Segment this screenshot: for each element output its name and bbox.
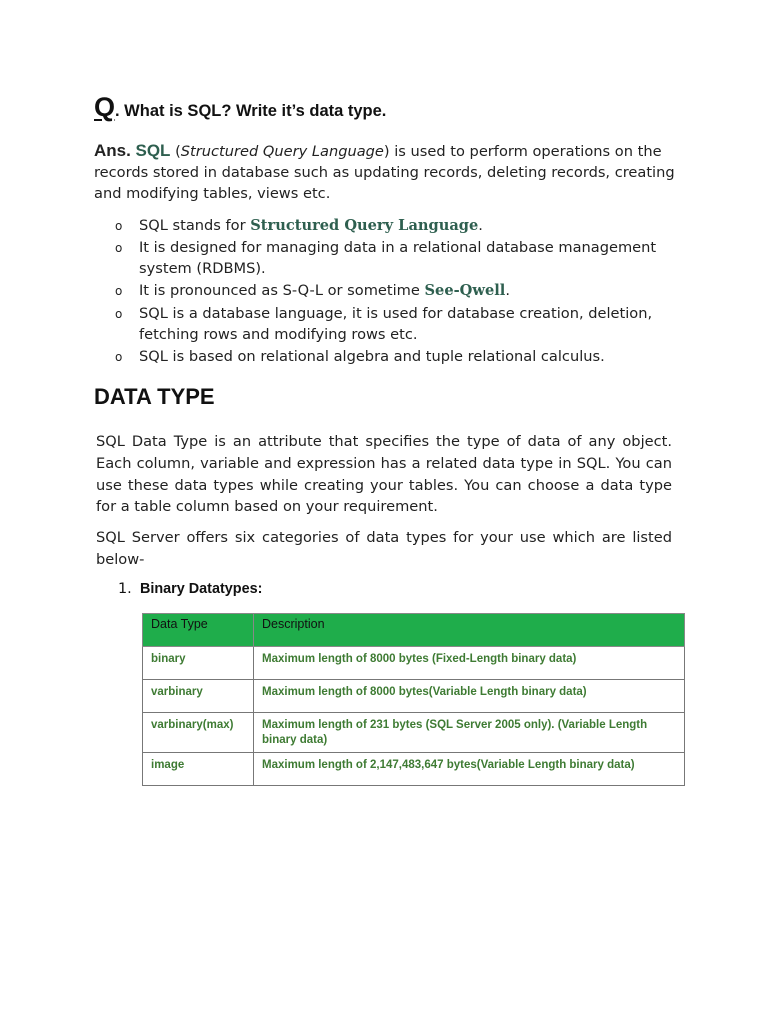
bullet-text: SQL is a database language, it is used for database creation, deletion, fetching rows and modifying rows etc. bbox=[139, 304, 653, 343]
data-type-paragraph: SQL Data Type is an attribute that specifies the type of data of any object. Each column, variable and expression has a related data type in SQL. You can use these data types while creating your tables. You can choose a data type for a table column based on your requirement. bbox=[96, 433, 672, 516]
description-cell: Maximum length of 8000 bytes(Variable Length binary data) bbox=[254, 680, 685, 713]
description-cell: Maximum length of 8000 bytes (Fixed-Length binary data) bbox=[254, 647, 685, 680]
bullet-marker: o bbox=[115, 219, 123, 233]
bullet-text: SQL is based on relational algebra and tuple relational calculus. bbox=[139, 347, 605, 365]
description-cell: Maximum length of 231 bytes (SQL Server 2005 only). (Variable Length binary data) bbox=[254, 713, 685, 753]
bullet-marker: o bbox=[115, 284, 123, 299]
bullet-marker: o bbox=[115, 349, 123, 364]
data-type-cell: varbinary bbox=[143, 680, 254, 713]
data-type-cell: image bbox=[143, 753, 254, 786]
answer-open-paren: ( bbox=[170, 143, 181, 160]
description-cell: Maximum length of 2,147,483,647 bytes(Variable Length binary data) bbox=[254, 753, 685, 786]
question-heading bbox=[94, 92, 386, 123]
sql-facts-list bbox=[110, 215, 670, 368]
table-row bbox=[143, 680, 685, 713]
answer-text: ) is used to perform operations on the records stored in database such as updating records, deleting records, creating and modifying tables, views etc. bbox=[94, 143, 675, 202]
bullet-text-end: . bbox=[478, 217, 483, 234]
table-row bbox=[143, 753, 685, 786]
column-header-data-type: Data Type bbox=[143, 614, 254, 647]
bullet-marker: o bbox=[115, 306, 123, 321]
sql-term: SQL bbox=[135, 141, 171, 160]
subsection-label: Binary Datatypes: bbox=[140, 581, 263, 597]
bullet-text: It is pronounced as S-Q-L or sometime bbox=[139, 282, 425, 300]
list-item bbox=[110, 237, 670, 279]
list-item bbox=[110, 280, 670, 301]
bullet-marker: o bbox=[115, 241, 123, 256]
answer-label: Ans. bbox=[94, 141, 131, 160]
subsection-number: 1. bbox=[118, 581, 132, 597]
data-type-cell: binary bbox=[143, 647, 254, 680]
list-item bbox=[110, 215, 670, 236]
binary-datatypes-table bbox=[142, 613, 685, 786]
answer-paragraph bbox=[94, 140, 679, 204]
bullet-text-end: . bbox=[505, 282, 510, 300]
sql-expansion: Structured Query Language bbox=[180, 143, 384, 160]
data-type-cell: varbinary(max) bbox=[143, 713, 254, 753]
table-row bbox=[143, 647, 685, 680]
binary-datatypes-heading bbox=[118, 581, 262, 597]
list-item bbox=[110, 303, 670, 345]
column-header-description: Description bbox=[254, 614, 685, 647]
bullet-text: SQL stands for bbox=[139, 217, 251, 234]
section-title: DATA TYPE bbox=[94, 384, 215, 409]
table-row bbox=[143, 713, 685, 753]
table-header-row bbox=[143, 614, 685, 647]
bullet-highlight: Structured Query Language bbox=[250, 217, 479, 234]
bullet-highlight: See-Qwell bbox=[424, 282, 506, 300]
categories-paragraph: SQL Server offers six categories of data types for your use which are listed below- bbox=[96, 529, 672, 568]
question-text: . What is SQL? Write it’s data type. bbox=[115, 102, 387, 120]
bullet-text: It is designed for managing data in a relational database management system (RDBMS). bbox=[139, 239, 657, 278]
question-letter: Q bbox=[94, 92, 116, 122]
list-item bbox=[110, 346, 670, 367]
